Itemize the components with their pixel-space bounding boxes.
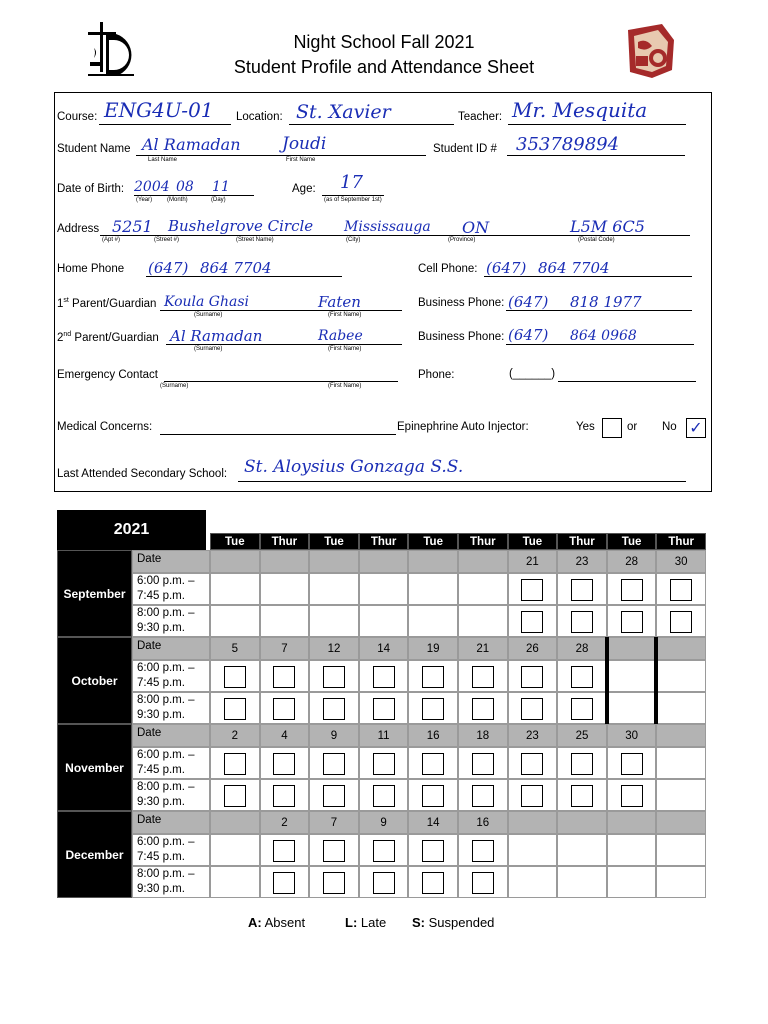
attendance-checkbox[interactable]	[373, 698, 395, 720]
address-province[interactable]: ON	[462, 218, 490, 237]
date-cell	[260, 550, 310, 573]
attendance-checkbox[interactable]	[521, 698, 543, 720]
attendance-checkbox[interactable]	[273, 666, 295, 688]
attendance-checkbox[interactable]	[373, 785, 395, 807]
date-cell: 2	[210, 724, 260, 747]
attendance-cell	[359, 605, 409, 637]
address-city-caption: (City)	[346, 237, 361, 243]
date-cell	[210, 550, 260, 573]
attendance-checkbox[interactable]	[472, 698, 494, 720]
date-cell: 12	[309, 637, 359, 660]
emergency-phone-label: Phone:	[418, 369, 455, 381]
age-caption: (as of September 1st)	[324, 197, 382, 203]
attendance-cell	[607, 692, 657, 724]
first-name-caption: First Name	[286, 157, 316, 163]
date-cell	[607, 637, 657, 660]
day-header: Thur	[557, 533, 607, 550]
date-cell	[210, 811, 260, 834]
address-apt-caption: (Apt #)	[102, 237, 121, 243]
parent2-first-caption: (First Name)	[328, 346, 362, 352]
legend-suspended: S: Suspended	[412, 915, 495, 930]
date-cell	[656, 811, 706, 834]
attendance-checkbox[interactable]	[323, 872, 345, 894]
attendance-checkbox[interactable]	[621, 753, 643, 775]
attendance-cell	[458, 605, 508, 637]
attendance-checkbox[interactable]	[521, 579, 543, 601]
month-label-september: September	[57, 550, 132, 637]
attendance-cell	[210, 866, 260, 898]
epinephrine-label: Epinephrine Auto Injector:	[397, 421, 529, 433]
attendance-cell	[508, 834, 558, 866]
day-header: Thur	[359, 533, 409, 550]
attendance-checkbox[interactable]	[521, 785, 543, 807]
address-postal-code[interactable]: L5M 6C5	[570, 217, 645, 236]
or-label: or	[627, 421, 638, 433]
legend-absent: A: Absent	[248, 915, 306, 930]
date-cell: 25	[557, 724, 607, 747]
attendance-cell	[607, 834, 657, 866]
time-slot-evening: 6:00 p.m. – 7:45 p.m.	[132, 747, 210, 779]
parent2-business-number[interactable]: 864 0968	[570, 328, 637, 344]
teacher-value[interactable]: Mr. Mesquita	[512, 98, 648, 122]
date-cell	[508, 811, 558, 834]
date-cell: 4	[260, 724, 310, 747]
attendance-cell	[260, 573, 310, 605]
attendance-cell	[309, 605, 359, 637]
document-title-line1: Night School Fall 2021	[293, 32, 475, 52]
attendance-checkbox[interactable]	[323, 840, 345, 862]
time-slot-late: 8:00 p.m. – 9:30 p.m.	[132, 866, 210, 898]
emergency-contact-label: Emergency Contact	[57, 369, 158, 381]
attendance-checkbox[interactable]	[224, 785, 246, 807]
date-cell: 5	[210, 637, 260, 660]
attendance-checkbox[interactable]	[571, 753, 593, 775]
day-header: Tue	[408, 533, 458, 550]
attendance-checkbox[interactable]	[373, 666, 395, 688]
attendance-checkbox[interactable]	[323, 753, 345, 775]
student-last-name[interactable]: Al Ramadan	[142, 135, 241, 154]
date-cell: 14	[408, 811, 458, 834]
emergency-phone-area[interactable]: (______)	[509, 368, 556, 380]
attendance-cell	[458, 573, 508, 605]
attendance-checkbox[interactable]	[521, 666, 543, 688]
address-postal-caption: (Postal Code)	[578, 237, 615, 243]
parent1-business-phone-label: Business Phone:	[418, 297, 505, 309]
date-cell: 18	[458, 724, 508, 747]
date-cell: 9	[359, 811, 409, 834]
date-cell: 28	[607, 550, 657, 573]
october-end-divider	[605, 637, 609, 724]
attendance-checkbox[interactable]	[472, 840, 494, 862]
day-caption: (Day)	[211, 197, 226, 203]
date-cell: 7	[260, 637, 310, 660]
parent1-surname[interactable]: Koula Ghasi	[164, 294, 250, 310]
attendance-cell	[557, 834, 607, 866]
attendance-checkbox[interactable]	[571, 666, 593, 688]
attendance-checkbox[interactable]	[621, 611, 643, 633]
date-cell	[656, 637, 706, 660]
day-header: Tue	[508, 533, 558, 550]
parent1-label: 1st Parent/Guardian	[57, 297, 157, 310]
attendance-cell	[210, 834, 260, 866]
parent2-surname[interactable]: Al Ramadan	[170, 327, 263, 345]
date-label: Date	[132, 550, 210, 573]
attendance-checkbox[interactable]	[273, 840, 295, 862]
last-school-label: Last Attended Secondary School:	[57, 468, 228, 480]
date-cell	[309, 550, 359, 573]
time-slot-evening: 6:00 p.m. – 7:45 p.m.	[132, 573, 210, 605]
time-slot-evening: 6:00 p.m. – 7:45 p.m.	[132, 660, 210, 692]
attendance-checkbox[interactable]	[571, 611, 593, 633]
attendance-cell	[656, 866, 706, 898]
emergency-first-caption: (First Name)	[328, 383, 362, 389]
attendance-cell	[656, 834, 706, 866]
attendance-checkbox[interactable]	[273, 698, 295, 720]
course-value[interactable]: ENG4U-01	[104, 98, 214, 122]
parent2-business-phone-label: Business Phone:	[418, 331, 505, 343]
cell-phone-number[interactable]: 864 7704	[538, 259, 610, 277]
student-id-value[interactable]: 353789894	[516, 134, 620, 155]
attendance-checkbox[interactable]	[670, 579, 692, 601]
date-cell: 11	[359, 724, 409, 747]
parent1-surname-caption: (Surname)	[194, 312, 223, 318]
emergency-surname-caption: (Surname)	[160, 383, 189, 389]
attendance-checkbox[interactable]	[373, 840, 395, 862]
time-slot-late: 8:00 p.m. – 9:30 p.m.	[132, 779, 210, 811]
student-first-name[interactable]: Joudi	[282, 134, 327, 154]
attendance-checkbox[interactable]	[571, 579, 593, 601]
day-header: Tue	[607, 533, 657, 550]
attendance-cell	[656, 660, 706, 692]
date-cell	[557, 811, 607, 834]
date-cell: 30	[607, 724, 657, 747]
parent1-first-caption: (First Name)	[328, 312, 362, 318]
cell-phone-area[interactable]: (647)	[486, 259, 527, 277]
attendance-cell	[408, 573, 458, 605]
attendance-checkbox[interactable]	[323, 666, 345, 688]
attendance-checkbox[interactable]	[472, 666, 494, 688]
month-label-october: October	[57, 637, 132, 724]
dob-day[interactable]: 11	[212, 179, 230, 195]
address-street-number[interactable]: 5251	[112, 217, 153, 236]
address-city[interactable]: Mississauga	[344, 219, 431, 235]
attendance-checkbox[interactable]	[422, 840, 444, 862]
date-cell	[607, 811, 657, 834]
attendance-cell	[557, 866, 607, 898]
address-street-number-caption: (Street #)	[154, 237, 180, 243]
attendance-checkbox[interactable]	[670, 611, 692, 633]
date-cell: 21	[508, 550, 558, 573]
parent2-surname-caption: (Surname)	[194, 346, 223, 352]
last-school-value[interactable]: St. Aloysius Gonzaga S.S.	[244, 457, 464, 477]
teacher-label: Teacher:	[458, 111, 503, 123]
address-street-name[interactable]: Bushelgrove Circle	[168, 217, 314, 235]
attendance-cell	[656, 747, 706, 779]
attendance-checkbox[interactable]	[571, 785, 593, 807]
home-phone-label: Home Phone	[57, 263, 125, 275]
attendance-cell	[508, 866, 558, 898]
document-title-line2: Student Profile and Attendance Sheet	[233, 57, 535, 77]
no-label: No	[662, 421, 677, 433]
parent1-business-number[interactable]: 818 1977	[570, 293, 642, 311]
home-phone-number[interactable]: 864 7704	[200, 259, 272, 277]
yes-label: Yes	[576, 421, 595, 433]
attendance-checkbox[interactable]	[224, 666, 246, 688]
parent1-business-area[interactable]: (647)	[508, 293, 549, 311]
attendance-checkbox[interactable]	[521, 753, 543, 775]
date-label: Date	[132, 811, 210, 834]
attendance-checkbox[interactable]	[373, 872, 395, 894]
attendance-checkbox[interactable]	[422, 666, 444, 688]
day-header: Tue	[309, 533, 359, 550]
attendance-checkbox[interactable]	[472, 785, 494, 807]
attendance-checkbox[interactable]	[323, 785, 345, 807]
legend-late: L: Late	[345, 915, 387, 930]
attendance-checkbox[interactable]	[472, 872, 494, 894]
home-phone-area[interactable]: (647)	[148, 259, 189, 277]
attendance-cell	[607, 866, 657, 898]
cell-phone-label: Cell Phone:	[418, 263, 478, 275]
address-province-caption: (Province)	[448, 237, 476, 243]
year-header: 2021	[57, 510, 206, 550]
date-label: Date	[132, 724, 210, 747]
attendance-checkbox[interactable]	[521, 611, 543, 633]
attendance-checkbox[interactable]	[621, 785, 643, 807]
date-cell: 30	[656, 550, 706, 573]
time-slot-late: 8:00 p.m. – 9:30 p.m.	[132, 605, 210, 637]
attendance-cell	[408, 605, 458, 637]
student-name-label: Student Name	[57, 143, 131, 155]
date-cell	[458, 550, 508, 573]
attendance-checkbox[interactable]	[323, 698, 345, 720]
attendance-checkbox[interactable]	[422, 753, 444, 775]
date-cell	[656, 724, 706, 747]
date-cell	[408, 550, 458, 573]
parent2-first-name[interactable]: Rabee	[318, 328, 363, 344]
day-header: Thur	[656, 533, 706, 550]
attendance-cell	[359, 573, 409, 605]
date-cell: 21	[458, 637, 508, 660]
attendance-checkbox[interactable]	[571, 698, 593, 720]
parent2-business-area[interactable]: (647)	[508, 326, 549, 344]
date-cell: 14	[359, 637, 409, 660]
student-id-label: Student ID #	[433, 143, 497, 155]
attendance-checkbox[interactable]	[273, 785, 295, 807]
year-caption: (Year)	[136, 197, 153, 203]
month-caption: (Month)	[167, 197, 188, 203]
attendance-cell	[607, 660, 657, 692]
date-cell: 9	[309, 724, 359, 747]
day-header: Thur	[260, 533, 310, 550]
attendance-checkbox[interactable]	[273, 872, 295, 894]
address-street-name-caption: (Street Name)	[236, 237, 274, 243]
location-label: Location:	[236, 111, 283, 123]
attendance-checkbox[interactable]	[422, 785, 444, 807]
date-cell: 16	[458, 811, 508, 834]
attendance-cell	[656, 692, 706, 724]
attendance-checkbox[interactable]	[273, 753, 295, 775]
age-label: Age:	[292, 183, 316, 195]
time-slot-late: 8:00 p.m. – 9:30 p.m.	[132, 692, 210, 724]
attendance-cell	[210, 605, 260, 637]
attendance-cell	[260, 605, 310, 637]
attendance-checkbox[interactable]	[224, 698, 246, 720]
day-header: Tue	[210, 533, 260, 550]
age-value[interactable]: 17	[340, 172, 363, 193]
attendance-checkbox[interactable]	[224, 753, 246, 775]
parent2-label: 2nd Parent/Guardian	[57, 331, 159, 344]
attendance-checkbox[interactable]	[373, 753, 395, 775]
date-cell: 23	[508, 724, 558, 747]
date-cell: 19	[408, 637, 458, 660]
date-cell: 28	[557, 637, 607, 660]
attendance-checkbox[interactable]	[472, 753, 494, 775]
attendance-checkbox[interactable]	[422, 872, 444, 894]
dob-year[interactable]: 2004	[134, 179, 170, 195]
location-value[interactable]: St. Xavier	[296, 101, 391, 123]
date-cell: 23	[557, 550, 607, 573]
course-label: Course:	[57, 111, 98, 123]
date-cell: 26	[508, 637, 558, 660]
attendance-checkbox[interactable]	[422, 698, 444, 720]
attendance-cell	[210, 573, 260, 605]
october-end-divider	[654, 637, 658, 724]
month-label-december: December	[57, 811, 132, 898]
time-slot-evening: 6:00 p.m. – 7:45 p.m.	[132, 834, 210, 866]
date-cell: 7	[309, 811, 359, 834]
epinephrine-no-checkbox[interactable]: ✓	[686, 418, 706, 438]
dob-month[interactable]: 08	[176, 179, 194, 195]
attendance-checkbox[interactable]	[621, 579, 643, 601]
medical-concerns-label: Medical Concerns:	[57, 421, 153, 433]
attendance-cell	[656, 779, 706, 811]
dob-label: Date of Birth:	[57, 183, 125, 195]
address-label: Address	[57, 223, 100, 235]
attendance-cell	[309, 573, 359, 605]
date-cell: 2	[260, 811, 310, 834]
date-cell: 16	[408, 724, 458, 747]
parent1-first-name[interactable]: Faten	[318, 293, 361, 311]
last-name-caption: Last Name	[148, 157, 178, 163]
month-label-november: November	[57, 724, 132, 811]
date-label: Date	[132, 637, 210, 660]
day-header: Thur	[458, 533, 508, 550]
date-cell	[359, 550, 409, 573]
